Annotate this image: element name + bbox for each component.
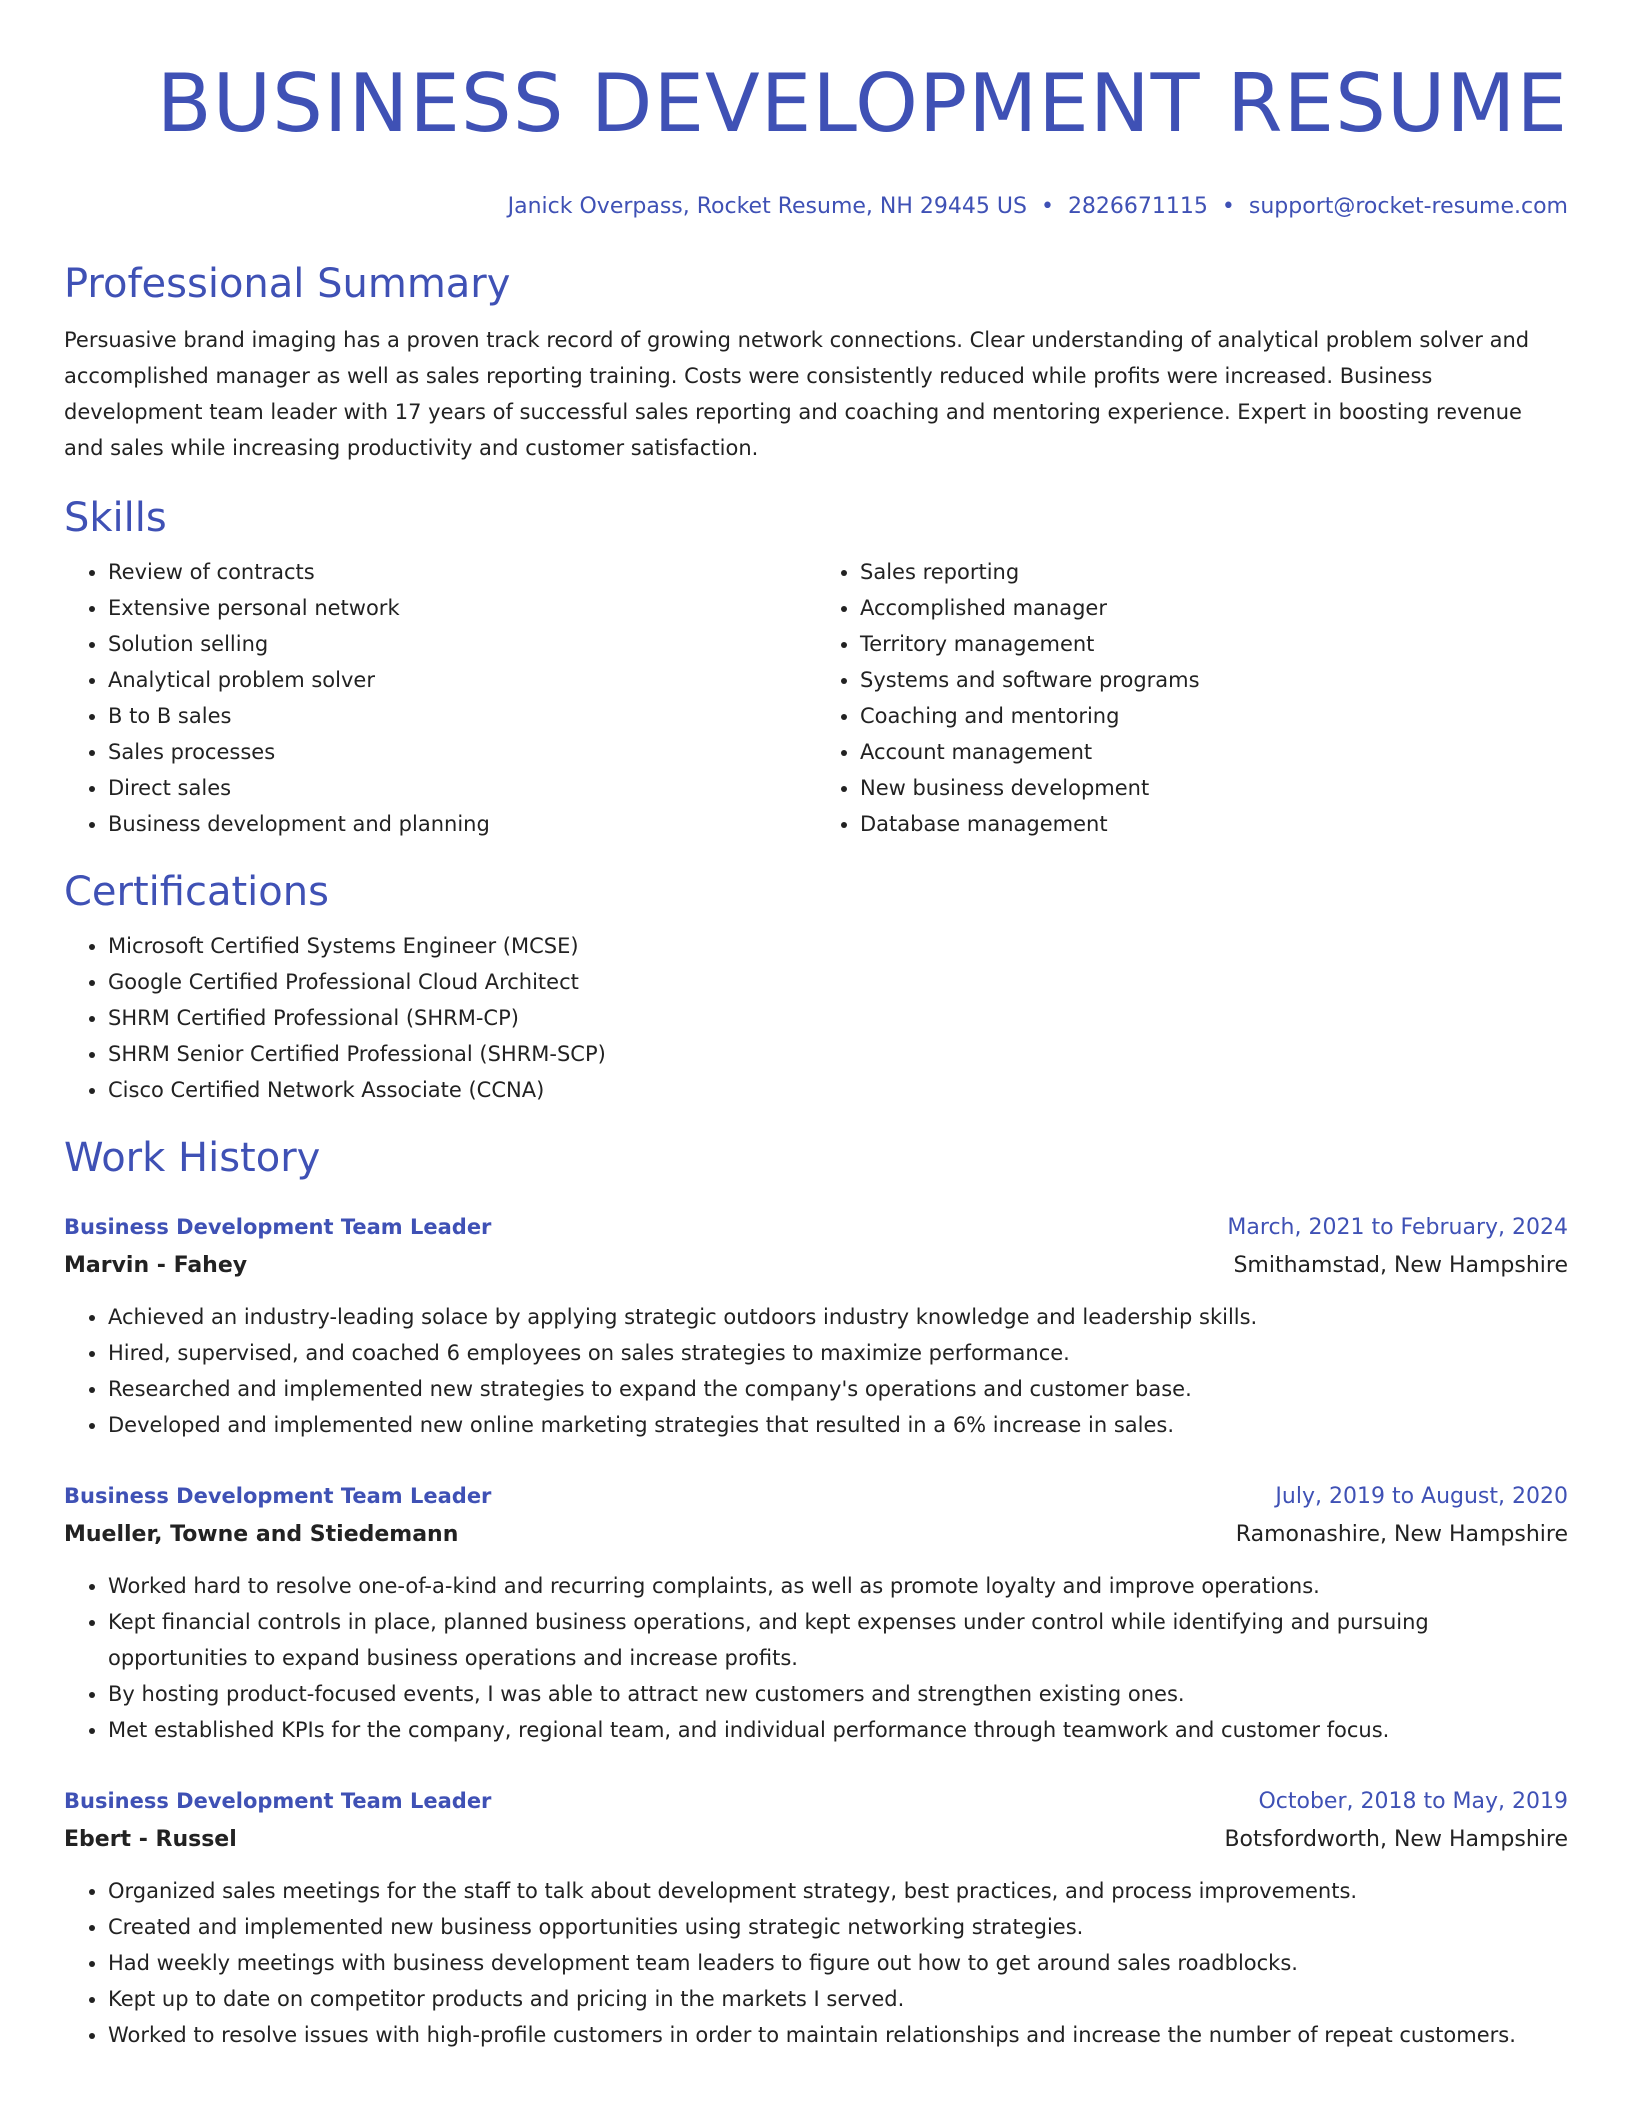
job-entry	[64, 1208, 1568, 1443]
job-company: Mueller, Towne and Stiedemann	[64, 1522, 459, 1547]
job-bullet: • Researched and implemented new strategies to expand the company's operations and customer base.	[108, 1371, 1568, 1407]
job-bullets	[64, 1299, 1568, 1443]
job-bullets	[64, 1873, 1568, 2053]
job-title: Business Development Team Leader	[64, 1215, 492, 1239]
summary-heading: Professional Summary	[64, 261, 511, 307]
job-entry	[64, 1477, 1568, 1748]
summary-text: Persuasive brand imaging has a proven track record of growing network connections. Clear understanding of analytical problem solver and accomplished manager as well as sales reporting training. Costs were consistently reduced while profits were increased. Business development team leader with 17 years of successful sales reporting and coaching and mentoring experience. Expert in boosting revenue and sales while increasing productivity and customer satisfaction.	[64, 328, 1530, 460]
job-company: Marvin - Fahey	[64, 1253, 248, 1278]
job-title: Business Development Team Leader	[64, 1484, 492, 1508]
job-company-row	[64, 1247, 1568, 1285]
skill-item: • Review of contracts	[108, 554, 816, 590]
skills-columns	[64, 554, 1568, 842]
job-company: Ebert - Russel	[64, 1827, 237, 1852]
job-bullet: • Created and implemented new business opportunities using strategic networking strategies.	[108, 1909, 1568, 1945]
certifications-list	[64, 928, 1568, 1108]
job-title: Business Development Team Leader	[64, 1789, 492, 1813]
skill-item: • Accomplished manager	[860, 590, 1568, 626]
job-dates: July, 2019 to August, 2020	[1275, 1484, 1568, 1509]
skill-item: • Direct sales	[108, 770, 816, 806]
skill-item: • Territory management	[860, 626, 1568, 662]
skill-item: • Extensive personal network	[108, 590, 816, 626]
job-bullet: • Kept financial controls in place, planned business operations, and kept expenses under control while identifying and pursuing opportunities to expand business operations and increase profits.	[108, 1604, 1568, 1676]
job-company-row	[64, 1821, 1568, 1859]
job-bullet: • Kept up to date on competitor products and pricing in the markets I served.	[108, 1981, 1568, 2017]
skill-item: • Sales reporting	[860, 554, 1568, 590]
job-bullet: • Had weekly meetings with business development team leaders to figure out how to get around sales roadblocks.	[108, 1945, 1568, 1981]
skill-item: • Systems and software programs	[860, 662, 1568, 698]
skill-item: • New business development	[860, 770, 1568, 806]
skill-item: • Sales processes	[108, 734, 816, 770]
job-bullet: • By hosting product-focused events, I was able to attract new customers and strengthen existing ones.	[108, 1676, 1568, 1712]
job-title-row	[64, 1782, 1568, 1821]
job-title-row	[64, 1208, 1568, 1247]
resume-title: BUSINESS DEVELOPMENT RESUME	[156, 57, 1568, 150]
job-dates: October, 2018 to May, 2019	[1258, 1789, 1568, 1814]
contact-separator: •	[1221, 194, 1235, 219]
job-bullets	[64, 1568, 1568, 1748]
contact-phone: 2826671115	[1067, 194, 1208, 219]
contact-address: Janick Overpass, Rocket Resume, NH 29445 US	[507, 194, 1027, 219]
certification-item: • Google Certified Professional Cloud Architect	[108, 964, 1568, 1000]
certification-item: • SHRM Certified Professional (SHRM-CP)	[108, 1000, 1568, 1036]
job-location: Smithamstad, New Hampshire	[1233, 1253, 1568, 1278]
job-bullet: • Met established KPIs for the company, regional team, and individual performance through teamwork and customer focus.	[108, 1712, 1568, 1748]
resume-page	[64, 0, 1568, 2053]
skill-item: • Account management	[860, 734, 1568, 770]
job-location: Ramonashire, New Hampshire	[1235, 1522, 1568, 1547]
job-company-row	[64, 1516, 1568, 1554]
skills-list-right	[816, 554, 1568, 842]
contact-email[interactable]: support@rocket-resume.com	[1248, 194, 1568, 219]
skill-item: • Coaching and mentoring	[860, 698, 1568, 734]
certification-item: • Cisco Certified Network Associate (CCNA)	[108, 1072, 1568, 1108]
skill-item: • Business development and planning	[108, 806, 816, 842]
job-bullet: • Worked to resolve issues with high-profile customers in order to maintain relationships and increase the number of repeat customers.	[108, 2017, 1568, 2053]
contact-separator: •	[1040, 194, 1054, 219]
skill-item: • B to B sales	[108, 698, 816, 734]
job-location: Botsfordworth, New Hampshire	[1224, 1827, 1568, 1852]
job-entry	[64, 1782, 1568, 2053]
skill-item: • Database management	[860, 806, 1568, 842]
job-bullet: • Worked hard to resolve one-of-a-kind and recurring complaints, as well as promote loyalty and improve operations.	[108, 1568, 1568, 1604]
job-title-row	[64, 1477, 1568, 1516]
certification-item: • Microsoft Certified Systems Engineer (MCSE)	[108, 928, 1568, 964]
job-bullet: • Organized sales meetings for the staff to talk about development strategy, best practices, and process improvements.	[108, 1873, 1568, 1909]
contact-line	[64, 192, 1568, 222]
skill-item: • Solution selling	[108, 626, 816, 662]
job-dates: March, 2021 to February, 2024	[1227, 1215, 1568, 1240]
certification-item: • SHRM Senior Certified Professional (SHRM-SCP)	[108, 1036, 1568, 1072]
job-bullet: • Achieved an industry-leading solace by applying strategic outdoors industry knowledge and leadership skills.	[108, 1299, 1568, 1335]
job-bullet: • Hired, supervised, and coached 6 employees on sales strategies to maximize performance.	[108, 1335, 1568, 1371]
skill-item: • Analytical problem solver	[108, 662, 816, 698]
skills-heading: Skills	[64, 495, 167, 541]
skills-list-left	[64, 554, 816, 842]
certifications-heading: Certifications	[64, 869, 329, 915]
work-history-heading: Work History	[64, 1135, 321, 1181]
job-bullet: • Developed and implemented new online marketing strategies that resulted in a 6% increase in sales.	[108, 1407, 1568, 1443]
